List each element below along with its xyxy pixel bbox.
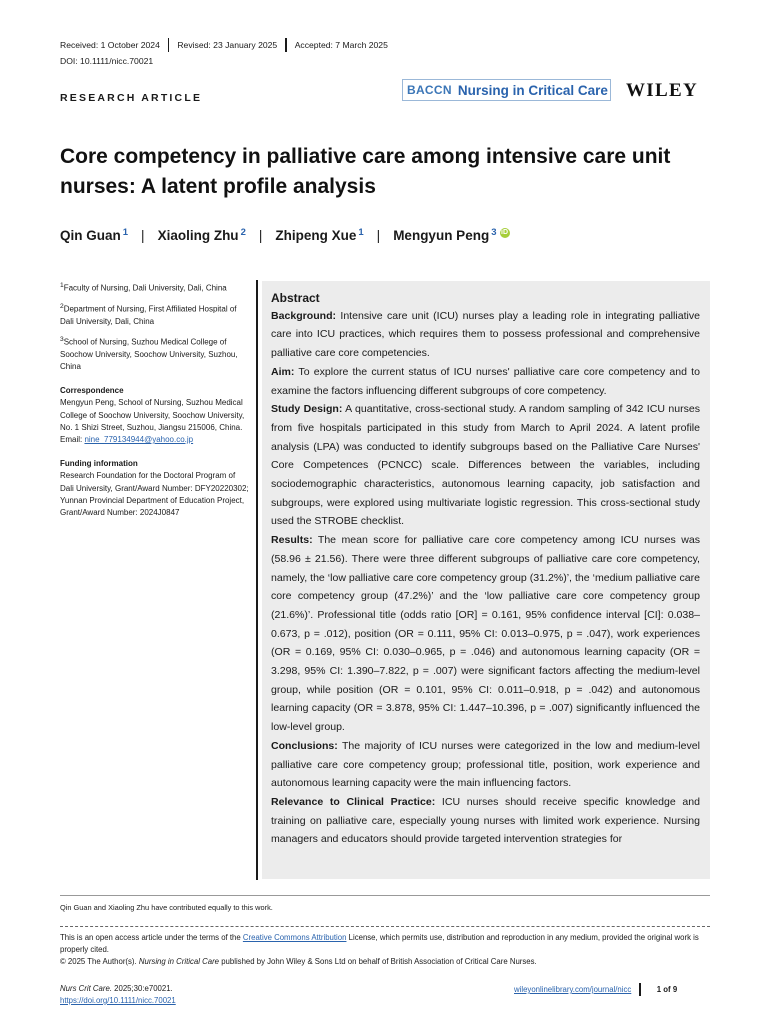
- affiliation: $^2$Department of Nursing, First Affiliated Hospital of Dali University, Dali, China: [60, 302, 237, 326]
- author-name[interactable]: Zhipeng Xue: [275, 228, 357, 243]
- abstract-relevance: Relevance to Clinical Practice: ICU nurses should receive specific knowledge and training on palliative care, especially young nurses with limited work experience. Nursing managers and educators should provide targeted intervention strategies for: [271, 795, 700, 846]
- affiliation-marker: 1: [122, 227, 129, 238]
- divider: [168, 38, 170, 52]
- author-separator: |: [141, 228, 145, 243]
- publisher-logo[interactable]: WILEY: [626, 80, 698, 101]
- author-list: [60, 228, 510, 243]
- open-access-notice: This is an open access article under the terms of the Creative Commons Attribution License, which permits use, distribution and reproduction in any medium, provided the original work is properly cited. © 2025 The Author(s). Nursing in Critical Care published by John Wiley & Sons Ltd on behalf of British Association of Critical Care Nurses.: [60, 933, 699, 966]
- affiliation-marker: 3: [491, 227, 497, 238]
- abstract-heading: Abstract: [271, 291, 320, 305]
- dates-header: [60, 38, 388, 52]
- correspondence-text: Mengyun Peng, School of Nursing, Suzhou Medical College of Soochow University, Soochow University, No. 1 Shizi Street, Suzhou, Jiangsu 215006, China. Email: nine_779134944@yahoo.co.jp: [60, 398, 245, 444]
- doi: DOI: 10.1111/nicc.70021: [60, 56, 154, 66]
- abstract-results: Results: The mean score for palliative care core competency among ICU nurses was (58.96 ± 21.56). There were three different subgroups of palliative care core competency, namely, the ‘low palliative care core competency group (31.2%)’, the ‘medium palliative care core competency group (47.2%)’ and the ‘low palliative care core competency group (21.6%)’. Professional title (odds ratio [OR] = 0.161, 95% confidence interval [CI]: 0.038–0.673, p = .012), position (OR = 0.111, 95% CI: 0.013–0.975, p = .047), work experiences (OR = 0.169, 95% CI: 0.030–0.965, p = .046) and autonomous learning capacity (OR = 3.298, 95% CI: 1.390–7.822, p = .007) were significant factors affecting the medium-level group, while position (OR = 0.101, 95% CI: 0.011–0.918, p = .042) and autonomous learning capacity (OR = 3.878, 95% CI: 1.447–10.396, p = .007) significantly influenced the low-level group.: [271, 534, 700, 734]
- journal-name: Nursing in Critical Care: [457, 82, 608, 98]
- author-separator: |: [258, 228, 263, 243]
- affiliation-marker: 2: [240, 227, 246, 238]
- abstract-box: [262, 281, 710, 879]
- doi-link[interactable]: https://doi.org/10.1111/nicc.70021: [60, 996, 176, 1005]
- abstract-design: Study Design: A quantitative, cross-sectional study. A random sampling of 342 ICU nurses from five hospitals participated in this study from March to April 2024. A latent profile analysis (LPA) was conducted to identify subgroups based on the Palliative Care Nurses' Core Competences (PCNCC) scale. Differences between the variables, including sociodemographic characteristics, autonomous learning capacity, job satisfaction and subgroups, were explored using multivariate logistic regression. This cross-sectional study used the STROBE checklist.: [271, 403, 700, 528]
- page-number: 1 of 9: [656, 985, 678, 994]
- received-date: Received: 1 October 2024: [60, 40, 160, 50]
- contribution-note: Qin Guan and Xiaoling Zhu have contributed equally to this work.: [60, 903, 273, 912]
- journal-site-link[interactable]: wileyonlinelibrary.com/journal/nicc: [514, 985, 632, 994]
- article-type: RESEARCH ARTICLE: [60, 92, 203, 104]
- footnote-rule: [60, 895, 710, 896]
- funding-text: Research Foundation for the Doctoral Program of Dali University, Grant/Award Number: DFY20220302; Yunnan Provincial Department of Education Project, Grant/Award Number: 2024J0847: [60, 471, 249, 518]
- author-name[interactable]: Qin Guan: [60, 228, 121, 243]
- author-separator: |: [376, 228, 381, 243]
- article-title: Core competency in palliative care among intensive care unit nurses: A latent profile analysis: [60, 145, 671, 198]
- divider: [285, 38, 287, 52]
- cc-license-link[interactable]: Creative Commons Attribution: [242, 933, 347, 942]
- author-name[interactable]: Mengyun Peng: [393, 228, 490, 243]
- affiliation-marker: 1: [358, 227, 364, 238]
- author-info-column: [60, 280, 250, 525]
- affiliation: $^3$School of Nursing, Suzhou Medical College of Soochow University, Soochow University, Suzhou, China: [60, 335, 238, 371]
- abstract-background: Background: Intensive care unit (ICU) nurses play a leading role in integrating palliative care into ICU practices, which requires them to possess professional and comprehensive palliative care core competencies.: [271, 309, 700, 360]
- divider: [639, 983, 641, 996]
- author-name[interactable]: Xiaoling Zhu: [157, 228, 239, 243]
- column-divider: [256, 280, 258, 880]
- affiliation: $^1$Faculty of Nursing, Dali University, Dali, China: [60, 282, 227, 293]
- orcid-icon[interactable]: iD: [501, 228, 508, 236]
- funding-heading: Funding information: [60, 459, 138, 469]
- correspondence-heading: Correspondence: [60, 386, 124, 396]
- abstract-conclusions: Conclusions: The majority of ICU nurses were categorized in the low and medium-level palliative care core competency group; professional title, position, work experience and autonomous learning capacity were the main influencing factors.: [271, 739, 700, 790]
- citation-footer: Nurs Crit Care. 2025;30:e70021. https://doi.org/10.1111/nicc.70021: [60, 984, 176, 1005]
- email-link[interactable]: nine_779134944@yahoo.co.jp: [84, 435, 194, 444]
- license-rule: [60, 926, 710, 927]
- abstract-aim: Aim: To explore the current status of ICU nurses' palliative care core competency and to examine the factors influencing different subgroups of core competency.: [271, 365, 700, 397]
- journal-logo[interactable]: [402, 79, 611, 101]
- accepted-date: Accepted: 7 March 2025: [294, 40, 388, 50]
- page-footer: [514, 983, 677, 996]
- revised-date: Revised: 23 January 2025: [177, 40, 278, 50]
- baccn-logo: BACCN: [407, 83, 452, 97]
